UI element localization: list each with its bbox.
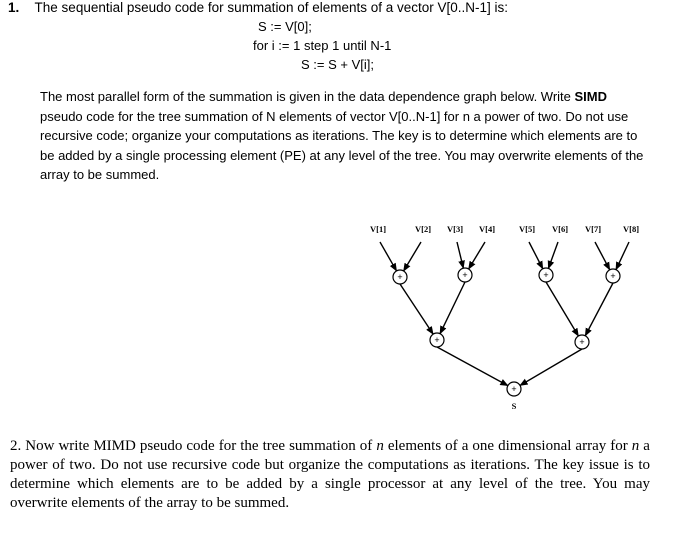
plus-symbol: + (610, 271, 616, 281)
variable-n: n (631, 438, 640, 454)
dependence-arrow (469, 242, 485, 269)
simd-keyword: SIMD (574, 89, 607, 104)
variable-n: n (376, 438, 384, 454)
dependence-arrow (520, 349, 582, 385)
code-line-1: S := V[0]; (258, 19, 312, 34)
plus-symbol: + (434, 335, 440, 345)
leaf-label: V[4] (478, 224, 496, 234)
dependence-arrow (457, 242, 463, 268)
plus-symbol: + (397, 272, 403, 282)
dependence-arrow (585, 283, 613, 336)
leaf-label: V[7] (584, 224, 602, 234)
dependence-arrow (548, 242, 558, 268)
question-1-title: The sequential pseudo code for summation of elements of a vector V[0..N-1] is: (34, 0, 509, 15)
leaf-label: V[2] (414, 224, 432, 234)
plus-symbol: + (462, 270, 468, 280)
leaf-label: V[5] (518, 224, 536, 234)
dependence-arrow (546, 282, 578, 336)
dependence-arrow (595, 242, 610, 270)
leaf-label: V[1] (369, 224, 387, 234)
dependence-arrow (616, 242, 629, 270)
code-line-3: S := S + V[i]; (301, 57, 374, 72)
leaf-label: V[6] (551, 224, 569, 234)
result-label: S (511, 401, 517, 411)
plus-symbol: + (543, 270, 549, 280)
dependence-arrow (437, 347, 508, 386)
leaf-label: V[3] (446, 224, 464, 234)
plus-symbol: + (511, 384, 517, 394)
dependence-arrow (440, 282, 465, 334)
question-2-paragraph: 2. Now write MIMD pseudo code for the tree summation of n elements of a one dimensional array for n a power of two. Do not use recursive code but organize the computations as iterations. The key issue is to determine which elements are to be added by a single processor at any level of the tree. You may overwrite elements of the array to be summed. (10, 438, 650, 511)
question-2-number: 2. (10, 438, 22, 454)
dependence-arrow (400, 284, 433, 334)
code-line-2: for i := 1 step 1 until N-1 (253, 38, 392, 53)
leaf-label: V[8] (622, 224, 640, 234)
question-1-number: 1. (8, 0, 20, 15)
dependence-arrow (380, 242, 397, 271)
dependence-arrow (529, 242, 543, 269)
dependence-arrow (404, 242, 421, 271)
question-1-paragraph: The most parallel form of the summation is given in the data dependence graph below. Write SIMD pseudo code for the tree summation of N elements of vector V[0..N-1] for n a power of two. Do not use recursive code; organize your computations as iterations. The key is to determine which elements are to be added by a single processing element (PE) at any level of the tree. You may overwrite elements of the array to be summed. (40, 89, 644, 182)
plus-symbol: + (579, 337, 585, 347)
